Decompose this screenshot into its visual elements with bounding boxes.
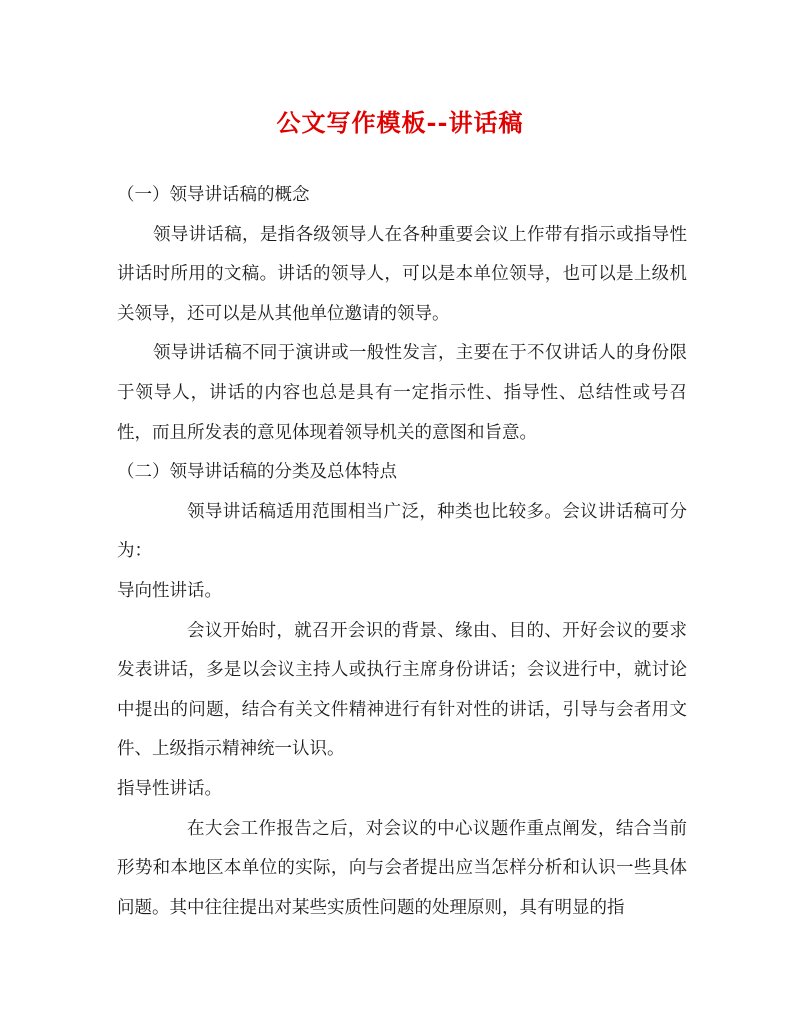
subheading-guiding-speech: 导向性讲话。 (117, 580, 222, 601)
paragraph-concept-definition: 领导讲话稿，是指各级领导人在各种重要会议上作带有指示或指导性讲话时所用的文稿。讲话的领导人，可以是本单位领导，也可以是上级机关领导，还可以是从其他单位邀请的领导。 (117, 224, 687, 324)
paragraph-classification-intro: 领导讲话稿适用范围相当广泛，种类也比较多。会议讲话稿可分为： (117, 501, 687, 562)
paragraph-directive-speech: 在大会工作报告之后，对会议的中心议题作重点阐发，结合当前形势和本地区本单位的实际，向与会者提出应当怎样分析和认识一些具体问题。其中往往提出对某些实质性问题的处理原则，具有明显的指 (117, 818, 687, 918)
section-heading-1: （一）领导讲话稿的概念 (117, 185, 310, 205)
document-body (117, 176, 687, 928)
subheading-directive-speech: 指导性讲话。 (117, 778, 222, 799)
paragraph-concept-difference: 领导讲话稿不同于演讲或一般性发言，主要在于不仅讲话人的身份限于领导人，讲话的内容也总是具有一定指示性、指导性、总结性或号召性，而且所发表的意见体现着领导机关的意图和旨意。 (117, 343, 687, 443)
document-title: 公文写作模板--讲话稿 (276, 108, 524, 137)
section-heading-2: （二）领导讲话稿的分类及总体特点 (117, 462, 397, 483)
paragraph-guiding-speech: 会议开始时，就召开会识的背景、缘由、目的、开好会议的要求发表讲话，多是以会议主持人或执行主席身份讲话；会议进行中，就讨论中提出的问题，结合有关文件精神进行有针对性的讲话，引导与会者用文件、上级指示精神统一认识。 (117, 620, 687, 760)
